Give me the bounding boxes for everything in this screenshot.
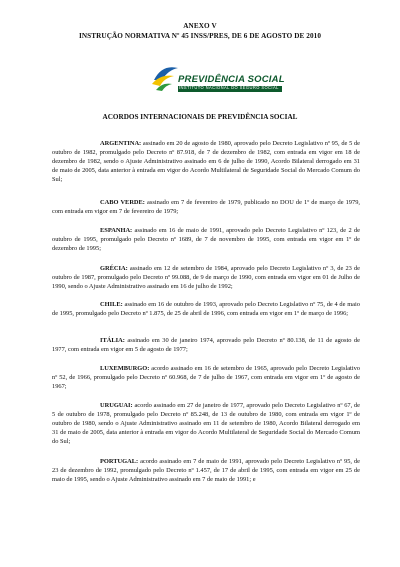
agreement-text: assinado em 16 de outubro de 1993, aprovado pelo Decreto Legislativo nº 75, de 4 de maio de 1995, promulgado pelo Decreto nº 1.875, de 25 de abril de 1996, com entrada em vigor em 1º de março de 1996; (52, 301, 360, 317)
agreement-text: assinado em 12 de setembro de 1984, aprovado pelo Decreto Legislativo nº 3, de 23 de outubro de 1987, promulgado pelo Decreto nº 99.088, de 9 de março de 1990, com entrada em vigor em 01 de Julho de 1990, sendo o Ajuste Administrativo assinado em 16 de julho de 1992; (52, 265, 360, 290)
agreement-country: LUXEMBURGO: (100, 365, 150, 372)
agreement-country: ARGENTINA: (100, 140, 142, 147)
agreement-paragraph (52, 226, 360, 253)
agreement-text: assinado em 7 de fevereiro de 1979, publicado no DOU de 1º de março de 1979, com entrada em vigor em 7 de fevereiro de 1979; (52, 199, 360, 215)
agreement-paragraph (52, 364, 360, 391)
agreement-text: assinado em 20 de agosto de 1980, aprovado pelo Decreto Legislativo nº 95, de 5 de outubro de 1982, promulgado pelo Decreto nº 87.918, de 7 de dezembro de 1982, com entrada em vigor em 18 de dezembro de 1982, sendo o Ajuste Administrativo assinado em 6 de julho de 1990, Acordo Bilateral derrogado em 31 de maio de 2005, data anterior à entrada em vigor do Acordo Multilateral de Seguridade Social do Mercado Comum do Sul; (52, 140, 360, 183)
instruction-heading: INSTRUÇÃO NORMATIVA Nº 45 INSS/PRES, DE 6 DE AGOSTO DE 2010 (78, 32, 322, 40)
agreement-text: acordo assinado em 16 de setembro de 1965, aprovado pelo Decreto Legislativo nº 52, de 1966, promulgado pelo Decreto nº 60.968, de 7 de julho de 1967, com entrada em vigor em 1º de agosto de 1967; (52, 365, 360, 390)
agreement-country: ESPANHA: (100, 227, 133, 234)
agreement-paragraph (52, 336, 360, 354)
agreement-country: GRÉCIA: (100, 265, 128, 272)
agreement-paragraph (52, 139, 360, 184)
agreement-country: ITÁLIA: (100, 337, 125, 344)
logo-subtitle: INSTITUTO NACIONAL DO SEGURO SOCIAL (179, 85, 279, 90)
agreement-paragraph (52, 457, 360, 484)
agreement-paragraph (52, 198, 360, 216)
agreement-text: acordo assinado em 7 de maio de 1991, aprovado pelo Decreto Legislativo nº 95, de 23 de dezembro de 1992, promulgado pelo Decreto nº 1.457, de 17 de abril de 1995, com entrada em vigor em 25 de maio de 1995, sendo o Ajuste Administrativo assinado em 7 de maio de 1991; e (52, 458, 360, 483)
agreement-country: CABO VERDE: (100, 199, 145, 206)
agreement-text: acordo assinado em 27 de janeiro de 1977, aprovado pelo Decreto Legislativo nº 67, de 5 de outubro de 1978, promulgado pelo Decreto nº 85.248, de 13 de outubro de 1980, com entrada em vigor 1º de outubro de 1980, sendo o Ajuste Administrativo assinado em 11 de setembro de 1980, Acordo Bilateral derrogado em 31 de maio de 2005, data anterior à entrada em vigor do Acordo Multilateral de Seguridade Social do Mercado Comum do Sul; (52, 402, 360, 445)
section-title: ACORDOS INTERNACIONAIS DE PREVIDÊNCIA SOCIAL (102, 113, 298, 121)
agreement-paragraph (52, 300, 360, 318)
logo-emblem-icon (148, 60, 182, 94)
agreement-country: URUGUAI: (100, 402, 133, 409)
previdencia-social-logo (148, 60, 288, 104)
agreement-paragraph (52, 401, 360, 446)
logo-title: PREVIDÊNCIA SOCIAL (178, 74, 285, 85)
agreement-country: CHILE: (100, 301, 123, 308)
agreement-text: assinado em 16 de maio de 1991, aprovado pelo Decreto Legislativo nº 123, de 2 de outubro de 1995, promulgado pelo Decreto nº 1689, de 7 de novembro de 1995, com entrada em vigor em 1º de dezembro de 1995; (52, 227, 360, 252)
agreement-text: assinado em 30 de janeiro 1974, aprovado pelo Decreto nº 80.138, de 11 de agosto de 1977, com entrada em vigor em 5 de agosto de 1977; (52, 337, 360, 353)
agreement-paragraph (52, 264, 360, 291)
agreement-country: PORTUGAL: (100, 458, 139, 465)
annex-heading: ANEXO V (183, 22, 217, 30)
